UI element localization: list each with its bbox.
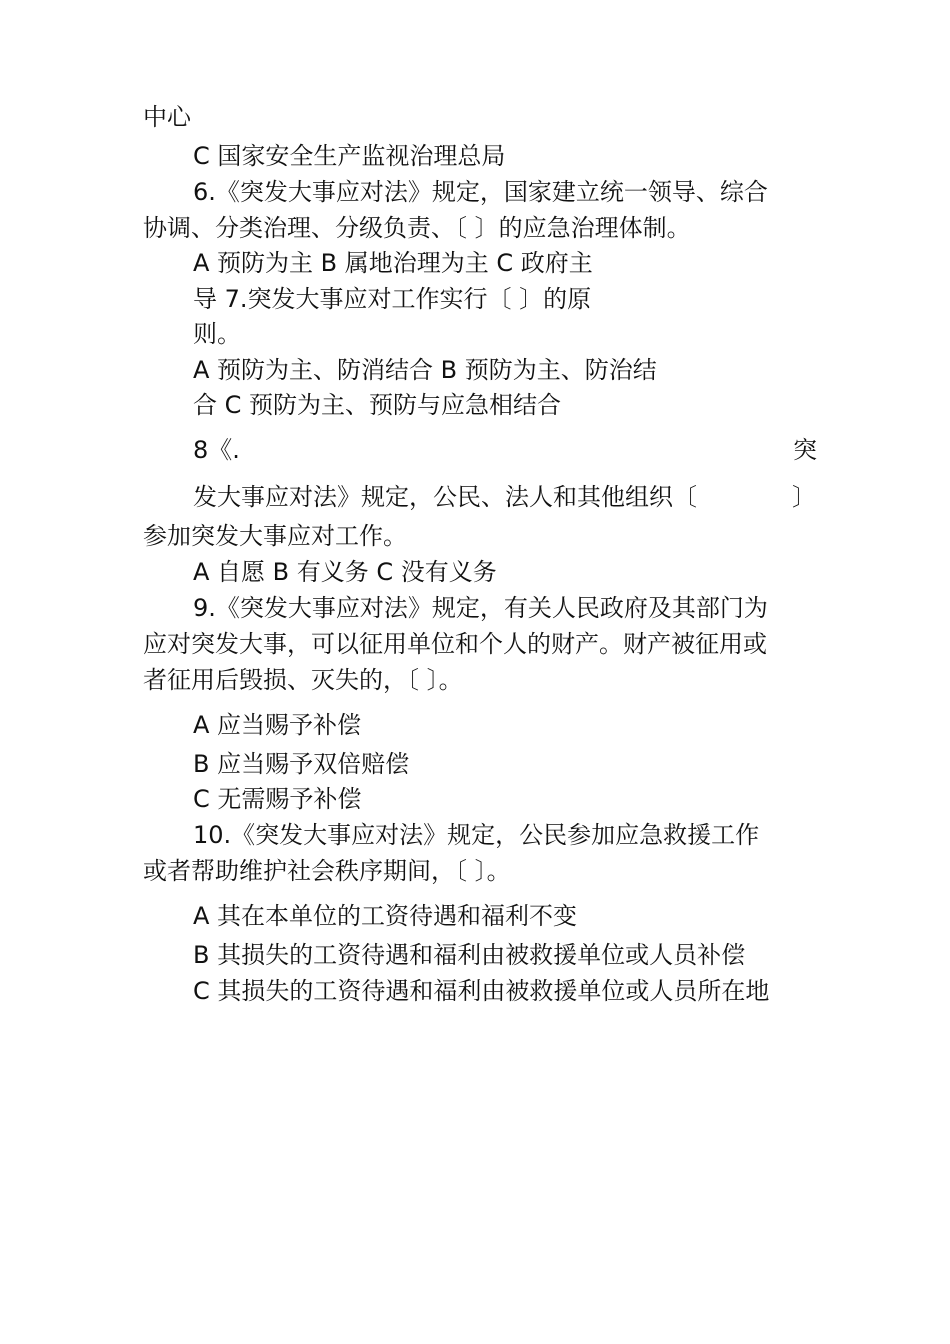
question-8-fragment: 突	[793, 436, 817, 464]
question-10-option-c: C 其损失的工资待遇和福利由被救援单位或人员所在地	[193, 977, 770, 1005]
question-6-line-1: 6.《突发大事应对法》规定，国家建立统一领导、综合	[193, 178, 768, 206]
question-9-option-c: C 无需赐予补偿	[193, 785, 362, 813]
question-6-options: A 预防为主 B 属地治理为主 C 政府主	[193, 249, 593, 277]
question-10-line-2: 或者帮助维护社会秩序期间，〔 〕。	[143, 857, 511, 885]
question-8-bracket: 〕	[792, 483, 816, 511]
question-9-line-3: 者征用后毁损、灭失的，〔 〕。	[143, 666, 463, 694]
question-8-options: A 自愿 B 有义务 C 没有义务	[193, 558, 497, 586]
question-9-line-2: 应对突发大事，可以征用单位和个人的财产。财产被征用或	[143, 630, 767, 658]
question-7-line-1: 导 7.突发大事应对工作实行〔 〕的原	[193, 285, 592, 313]
question-9-option-b: B 应当赐予双倍赔偿	[193, 750, 410, 778]
question-10-line-1: 10.《突发大事应对法》规定，公民参加应急救援工作	[193, 821, 760, 849]
question-7-options-1: A 预防为主、防消结合 B 预防为主、防治结	[193, 356, 657, 384]
question-7-options-2: 合 C 预防为主、预防与应急相结合	[193, 391, 562, 419]
text-line: C 国家安全生产监视治理总局	[193, 142, 506, 170]
question-7-line-2: 则。	[193, 320, 241, 348]
question-6-line-2: 协调、分类治理、分级负责、〔 〕的应急治理体制。	[143, 214, 691, 242]
text-line: 中心	[143, 103, 191, 131]
question-8-number: 8《.	[193, 436, 240, 464]
question-9-option-a: A 应当赐予补偿	[193, 711, 362, 739]
question-10-option-b: B 其损失的工资待遇和福利由被救援单位或人员补偿	[193, 941, 746, 969]
question-8-line-1: 发大事应对法》规定，公民、法人和其他组织〔	[193, 483, 697, 511]
question-9-line-1: 9.《突发大事应对法》规定，有关人民政府及其部门为	[193, 594, 768, 622]
question-10-option-a: A 其在本单位的工资待遇和福利不变	[193, 902, 578, 930]
question-8-line-2: 参加突发大事应对工作。	[143, 522, 407, 550]
